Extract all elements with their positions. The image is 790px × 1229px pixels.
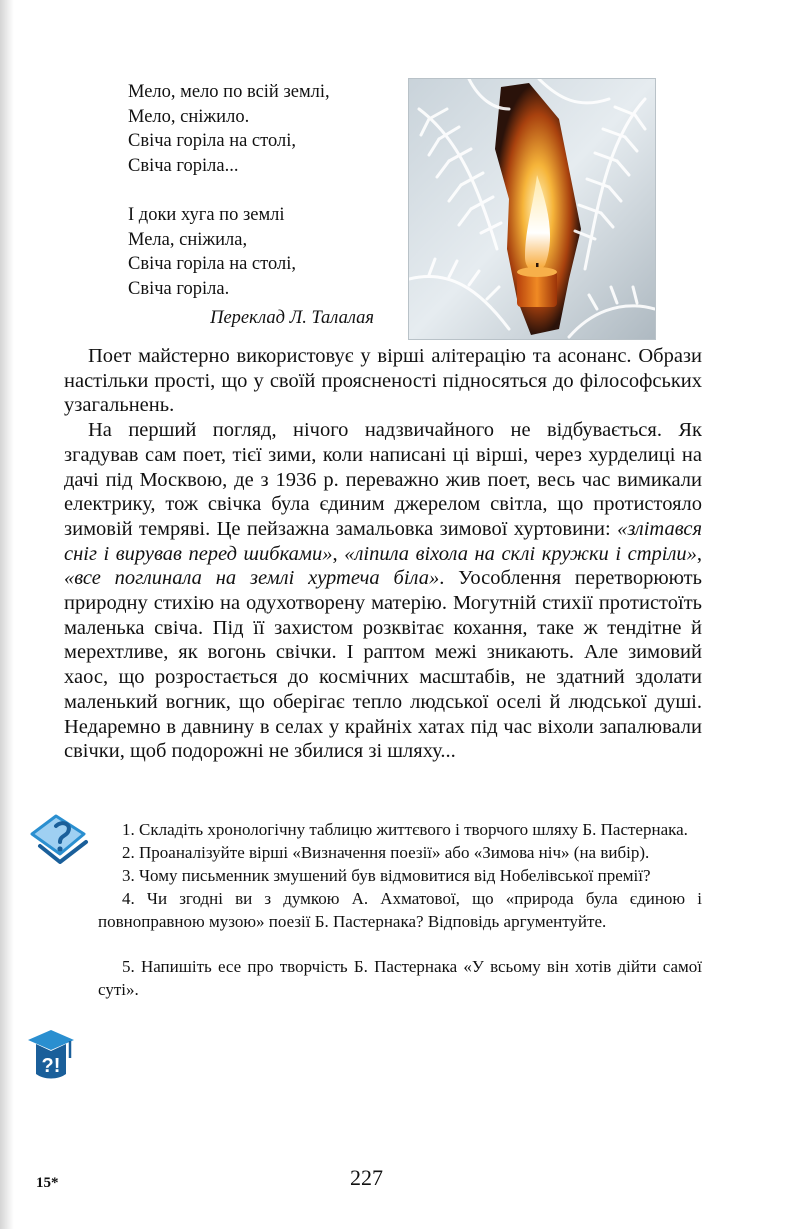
question-bubble-icon: [26, 812, 94, 874]
poem-line: Мела, сніжила,: [128, 229, 248, 250]
quote: «ліпила віхола на склі кружки і стріли»: [344, 542, 697, 565]
poem-line: Свіча горіла.: [128, 278, 230, 299]
task-item: 2. Проаналізуйте вірші «Визначення поезії» або «Зимова ніч» (на вибір).: [122, 843, 650, 862]
poem-line: І доки хуга по землі: [128, 205, 285, 225]
poem-stanza-2: [128, 203, 378, 301]
paragraph: На перший погляд, нічого надзвичайного не відбувається. Як згадував сам поет, тієї зими, коли написані ці вірші, через хурделиці на дачі під Москвою, де з 1936 р. переважно жив поет, весь час вимикали електрику, тож свічка була єдиним джерелом світла, що протистояло зимовій темряві. Це пейзажна замальовка зимової хуртовини: «злітався сніг і вирував перед шибками», «ліпила віхола на склі кружки і стріли», «все поглинала на землі хуртеча біла». Уособлення перетворюють природну стихію на одухотворену матерію. Могутній стихії протистоїть маленька свіча. Під її захистом розквітає кохання, таке ж тендітне й мерехтливе, як вогонь свічки. І раптом межі зникають. Але зимовий хаос, що розростається до космічних масштабів, не здатний здолати маленький вогник, що оберігає тепло людської оселі й людської душі. Недаремно в давнину в селах у крайніх хатах під час віхоли запалювали свічки, щоб подорожні не збилися зі шляху...: [64, 419, 703, 763]
poem-translator: Переклад Л. Талалая: [210, 308, 374, 328]
quote: «все поглинала на землі хуртеча біла»: [64, 567, 440, 590]
poem-line: Свіча горіла...: [128, 155, 239, 176]
main-text: [64, 344, 702, 764]
poem-line: Свіча горіла на столі,: [128, 254, 296, 274]
task-list: [98, 818, 702, 1001]
task-item: 3. Чому письменник змушений був відмовитися від Нобелівської премії?: [122, 866, 651, 885]
task-item: 1. Складіть хронологічну таблицю життєвого і творчого шляху Б. Пастернака.: [122, 820, 688, 839]
poem-stanza-1: [128, 80, 378, 178]
task-item: 4. Чи згодні ви з думкою А. Ахматової, що «природа була єдиною і повноправною музою» поезії Б. Пастернака? Відповідь аргументуйте.: [98, 889, 702, 931]
graduation-cap-question-icon: [26, 1028, 76, 1082]
poem-line: Мело, сніжило.: [128, 106, 250, 127]
svg-text:?!: ?!: [41, 1055, 61, 1077]
signature-mark: 15*: [36, 1175, 59, 1191]
page-number: 227: [350, 1165, 383, 1190]
paragraph: Поет майстерно використовує у вірші алітерацію та асонанс. Образи настільки прості, що у своїй проясненості підносяться до філософських узагальнень.: [64, 345, 702, 417]
poem-line: Мело, мело по всій землі,: [128, 82, 330, 102]
candle-in-frost-image: [408, 78, 656, 340]
task-item: 5. Напишіть есе про творчість Б. Пастернака «У всьому він хотів дійти самої суті».: [98, 957, 702, 999]
poem: [128, 80, 378, 331]
quote: «злітався сніг і вирував перед шибками»: [64, 517, 702, 565]
page-gutter-shadow: [0, 0, 14, 1229]
poem-line: Свіча горіла на столі,: [128, 131, 296, 151]
